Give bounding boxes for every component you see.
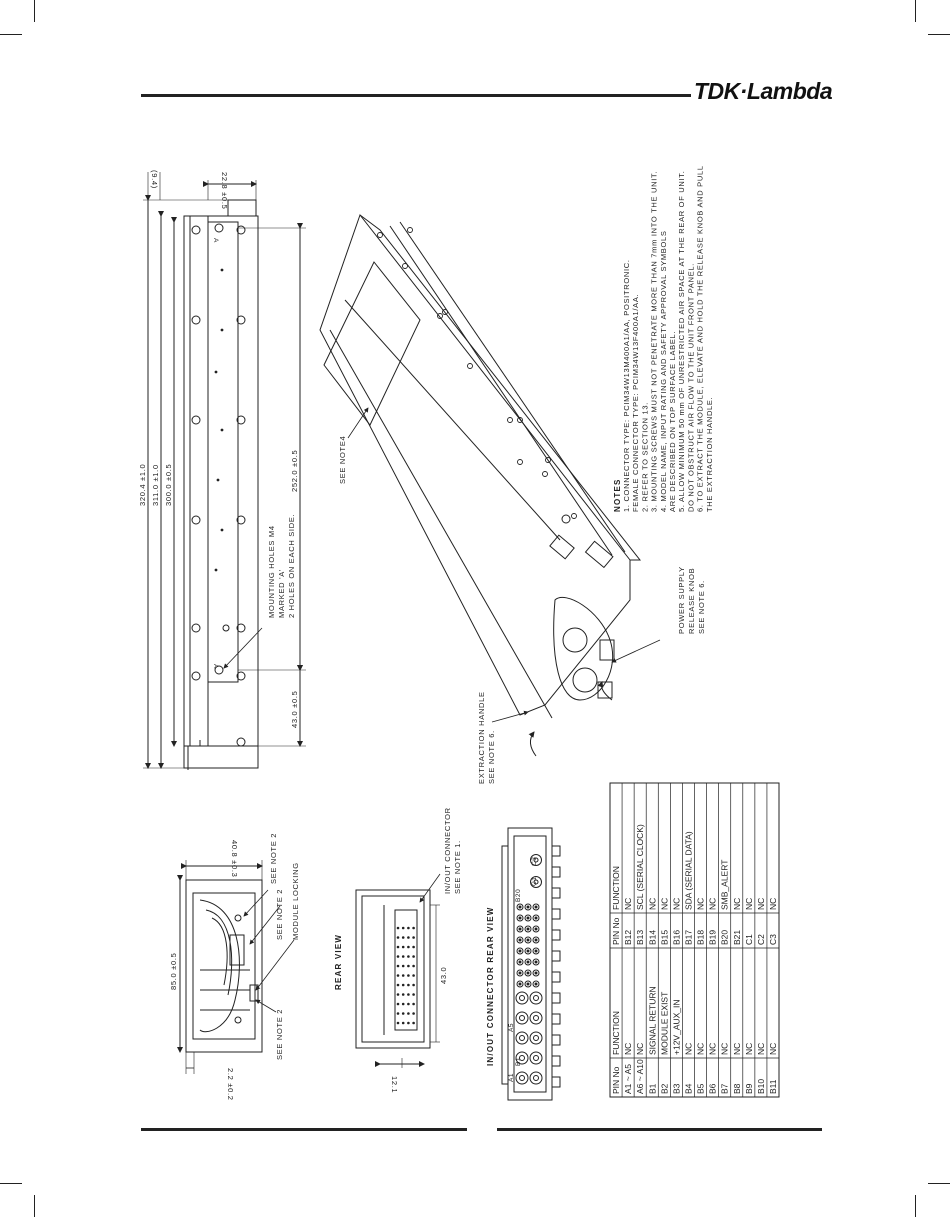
pin-table-cell: B10 xyxy=(755,1078,766,1094)
pin-table-cell: A6 ~ A10 xyxy=(635,1059,646,1094)
pin-table-cell: B1 xyxy=(647,1083,658,1094)
dim-body-length: 311.0 ±1.0 xyxy=(151,464,160,506)
connector-signal-pin-core xyxy=(519,972,521,974)
release-label-1: POWER SUPPLY xyxy=(677,566,686,634)
rear-pin-dot xyxy=(402,955,405,958)
rear-pin-dot xyxy=(412,1012,415,1015)
dim-total-length: 320.4 ±1.0 xyxy=(138,463,147,506)
mounting-callout-3: 2 HOLES ON EACH SIDE. xyxy=(287,513,296,618)
connector-flange xyxy=(502,846,508,1084)
pin-table-cell: C2 xyxy=(755,934,766,945)
connector-power-pin-core xyxy=(534,1036,539,1041)
pin-table-cell: A1 ~ A5 xyxy=(623,1063,634,1094)
connector-signal-pin-core xyxy=(527,917,529,919)
connector-view-title: IN/OUT CONNECTOR REAR VIEW xyxy=(486,906,495,1066)
connector-tab xyxy=(552,993,560,1003)
pin-label-c3: C3 xyxy=(531,856,538,866)
rear-pin-dot xyxy=(402,1012,405,1015)
front-dim-height: 40.8 ±0.3 xyxy=(230,840,239,878)
connector-signal-pin-core xyxy=(519,917,521,919)
rear-pin-dot xyxy=(397,984,400,987)
connector-signal-pin-core xyxy=(535,906,537,908)
rear-pin-dot xyxy=(402,965,405,968)
connector-signal-pin-core xyxy=(535,928,537,930)
pin-label-a5: A5 xyxy=(508,1022,515,1032)
pin-label-b1: B1 xyxy=(515,1056,522,1066)
pin-table-cell: NC xyxy=(719,1042,730,1055)
rear-pin-dot xyxy=(397,1012,400,1015)
connector-power-pin-core xyxy=(534,1016,539,1021)
connector-tab xyxy=(552,909,560,919)
front-see-note-2-a: SEE NOTE 2 xyxy=(269,832,278,884)
connector-power-pin xyxy=(530,1052,542,1064)
dim-hole-span: 252.0 ±0.5 xyxy=(290,449,299,492)
pin-table-cell: B18 xyxy=(695,929,706,945)
pin-table-cell: B15 xyxy=(659,929,670,945)
rear-pin-dot xyxy=(407,1012,410,1015)
connector-signal-pin-core xyxy=(535,983,537,985)
connector-power-pin-core xyxy=(520,1036,525,1041)
connector-signal-pin-core xyxy=(519,983,521,985)
pin-table-cell: NC xyxy=(707,1042,718,1055)
connector-power-pin xyxy=(516,1032,528,1044)
rear-pin-dot xyxy=(407,965,410,968)
rear-pin-dot xyxy=(397,946,400,949)
connector-tab xyxy=(552,1056,560,1066)
connector-signal-pin-core xyxy=(535,917,537,919)
pin-table-cell: B2 xyxy=(659,1083,670,1094)
rear-connector-label-2: SEE NOTE 1. xyxy=(453,840,462,894)
connector-tab xyxy=(552,888,560,898)
rear-pin-dot xyxy=(397,1003,400,1006)
pin-table-cell: SMB_ALERT xyxy=(719,859,730,910)
extraction-label-2: SEE NOTE 6. xyxy=(487,730,496,784)
connector-power-pin-core xyxy=(534,996,539,1001)
pin-table-cell: NC xyxy=(647,897,658,910)
pin-table-cell: NC xyxy=(695,1042,706,1055)
rear-pin-dot xyxy=(407,1003,410,1006)
connector-power-pin xyxy=(530,1032,542,1044)
note-line: THE EXTRACTION HANDLE. xyxy=(704,396,714,512)
pin-table-cell: +12V_AUX_IN xyxy=(671,999,682,1055)
connector-power-pin-core xyxy=(520,1076,525,1081)
connector-signal-pin-core xyxy=(527,950,529,952)
pin-table-cell: C1 xyxy=(743,934,754,945)
hole-marker-bottom: A xyxy=(212,664,219,669)
pin-table-cell: B12 xyxy=(623,929,634,945)
connector-signal-pin-core xyxy=(527,983,529,985)
rear-pin-dot xyxy=(402,936,405,939)
pin-table-cell: NC xyxy=(768,897,778,910)
note-line: ARE DESCRIBED ON TOP SURFACE LABEL. xyxy=(668,330,677,512)
rear-pin-dot xyxy=(397,965,400,968)
iso-view xyxy=(320,215,660,756)
connector-signal-pin-core xyxy=(535,961,537,963)
pin-table-cell: NC xyxy=(623,1042,634,1055)
rear-pin-dot xyxy=(407,993,410,996)
note-line: DO NOT OBSTRUCT AIR FLOW TO THE UNIT FRONT PANEL. xyxy=(686,262,696,512)
note-line: 5. ALLOW MINIMUM 50 mm OF UNRESTRICTED AIR SPACE AT THE REAR OF UNIT. xyxy=(677,170,687,512)
connector-power-pin xyxy=(530,1012,542,1024)
rear-pin-dot xyxy=(402,974,405,977)
pin-table-cell: C3 xyxy=(768,934,778,945)
pin-table-cell: NC xyxy=(623,897,634,910)
rear-pin-dot xyxy=(407,946,410,949)
see-note4-label: SEE NOTE4 xyxy=(338,435,347,484)
pin-table-cell: B7 xyxy=(719,1083,730,1094)
pin-table-cell: B11 xyxy=(768,1079,778,1094)
rear-pin-dot xyxy=(397,974,400,977)
pin-table-cell: NC xyxy=(731,897,742,910)
pin-label-c1: C1 xyxy=(531,876,538,886)
pin-table-cell: B13 xyxy=(635,929,646,945)
rear-view-title: REAR VIEW xyxy=(334,933,343,990)
connector-signal-pin-core xyxy=(519,906,521,908)
rear-pin-dot xyxy=(397,927,400,930)
note-line: 1. CONNECTOR TYPE: PCIM34W13M400A1/AA, POSITRONIC. xyxy=(622,259,631,512)
pin-table-cell: NC xyxy=(743,897,754,910)
rear-view xyxy=(356,874,440,1068)
connector-signal-pin-core xyxy=(519,939,521,941)
pin-table-cell: SCL (SERIAL CLOCK) xyxy=(635,824,646,910)
note-line: 4. MODEL NAME, INPUT RATING AND SAFETY APPROVAL SYMBOLS xyxy=(658,230,668,512)
connector-signal-pin-core xyxy=(535,950,537,952)
pin-table-cell: NC xyxy=(768,1042,778,1055)
rear-pin-dot xyxy=(412,965,415,968)
pin-label-a1: A1 xyxy=(508,1072,515,1082)
pin-table-cell: B9 xyxy=(743,1083,754,1094)
rear-pin-dot xyxy=(402,984,405,987)
pin-table-header-cell: FUNCTION xyxy=(611,1011,622,1055)
pin-table-cell: NC xyxy=(755,1042,766,1055)
connector-power-pin-core xyxy=(520,1016,525,1021)
rear-pin-dot xyxy=(397,1022,400,1025)
pin-table-cell: B3 xyxy=(671,1083,682,1094)
connector-signal-pin-core xyxy=(527,961,529,963)
mounting-callout-2: MARKED 'A' xyxy=(277,568,286,618)
connector-power-pin xyxy=(530,1072,542,1084)
release-label-2: RELEASE KNOB xyxy=(687,567,696,634)
pin-table-header-cell: PIN No xyxy=(611,1066,622,1094)
pin-table-cell: B14 xyxy=(647,929,658,945)
rear-pin-dot xyxy=(412,927,415,930)
notes-list xyxy=(622,165,714,512)
pin-table-cell: NC xyxy=(731,1042,742,1055)
connector-power-pin-core xyxy=(534,1056,539,1061)
connector-tab xyxy=(552,951,560,961)
connector-tab xyxy=(552,846,560,856)
connector-tab xyxy=(552,930,560,940)
dim-hole-offset: 43.0 ±0.5 xyxy=(290,690,299,728)
note-line: FEMALE CONNECTOR TYPE: PCIM34W13F400A1/AA. xyxy=(631,293,641,512)
pin-table-cell: B21 xyxy=(731,929,742,945)
pin-table-cell: NC xyxy=(659,897,670,910)
notes-title: NOTES xyxy=(613,478,622,512)
pin-table-cell: B5 xyxy=(695,1083,706,1094)
connector-view xyxy=(502,828,560,1100)
connector-tab xyxy=(552,1014,560,1024)
connector-tab xyxy=(552,1035,560,1045)
rear-pin-dot xyxy=(407,984,410,987)
rear-pin-dot xyxy=(412,955,415,958)
pin-table-cell: B16 xyxy=(671,929,682,945)
rear-pin-dot xyxy=(407,1022,410,1025)
front-see-note-2-b: SEE NOTE 2 xyxy=(275,888,284,940)
connector-power-pin xyxy=(530,992,542,1004)
mounting-callout-1: MOUNTING HOLES M4 xyxy=(267,525,276,618)
rear-pin-dot xyxy=(397,936,400,939)
connector-tab xyxy=(552,972,560,982)
note-line: 2. REFER TO SECTION 13. xyxy=(640,401,650,512)
connector-signal-pin-core xyxy=(527,939,529,941)
dim-rail-length: 300.0 ±0.5 xyxy=(164,463,173,506)
rear-pin-dot xyxy=(402,1022,405,1025)
connector-signal-pin-core xyxy=(519,950,521,952)
pin-table-cell: NC xyxy=(683,1042,694,1055)
release-label-3: SEE NOTE 6. xyxy=(697,580,706,634)
rear-pin-dot xyxy=(412,1022,415,1025)
pin-table-header-cell: FUNCTION xyxy=(611,866,622,910)
connector-signal-pin-core xyxy=(527,906,529,908)
pin-table-cell: NC xyxy=(743,1042,754,1055)
connector-power-pin-core xyxy=(520,996,525,1001)
rear-pin-dot xyxy=(397,993,400,996)
connector-tab xyxy=(552,1077,560,1087)
connector-signal-pin-core xyxy=(527,972,529,974)
front-module-locking: MODULE LOCKING xyxy=(291,862,300,940)
pin-table-cell: B8 xyxy=(731,1083,742,1094)
connector-signal-pin-core xyxy=(535,939,537,941)
dim-height: 22.8 ±0.5 xyxy=(220,172,229,210)
rear-connector-label-1: IN/OUT CONNECTOR xyxy=(443,807,452,894)
front-dim-lip: 2.2 ±0.2 xyxy=(226,1068,235,1101)
rear-pin-dot xyxy=(412,936,415,939)
brand-logo: TDK·Lambda xyxy=(694,78,833,104)
note-line: 6. TO EXTRACT THE MODULE, ELEVATE AND HOLD THE RELEASE KNOB AND PULL xyxy=(695,165,705,512)
rear-pin-dot xyxy=(407,936,410,939)
pin-table-cell: B19 xyxy=(707,929,718,945)
connector-power-pin xyxy=(516,1072,528,1084)
rear-pin-dot xyxy=(412,984,415,987)
rear-pin-dot xyxy=(402,927,405,930)
rear-pin-dot xyxy=(402,946,405,949)
rear-pin-dot xyxy=(412,1003,415,1006)
pin-table-cell: SIGNAL RETURN xyxy=(647,986,658,1055)
pin-table-cell: B4 xyxy=(683,1083,694,1094)
rear-pin-dot xyxy=(407,927,410,930)
front-see-note-2-c: SEE NOTE 2 xyxy=(275,1008,284,1060)
connector-signal-pin-core xyxy=(535,972,537,974)
rear-dim-offset: 12.1 xyxy=(390,1076,399,1094)
extraction-label-1: EXTRACTION HANDLE xyxy=(477,691,486,784)
rear-pin-dot xyxy=(412,993,415,996)
pin-table-cell: B17 xyxy=(683,929,694,945)
rear-pin-dot xyxy=(407,955,410,958)
pin-table-cell: NC xyxy=(695,897,706,910)
rear-dim-height: 43.0 xyxy=(439,966,448,984)
rear-pin-dot xyxy=(397,955,400,958)
connector-power-pin-core xyxy=(534,1076,539,1081)
connector-power-pin xyxy=(516,1012,528,1024)
dim-offset-ref: (9.4) xyxy=(150,170,159,189)
pin-table xyxy=(610,783,779,1097)
pin-label-b20: B20 xyxy=(515,888,522,902)
pin-table-cell: NC xyxy=(707,897,718,910)
pin-table-cell: NC xyxy=(671,897,682,910)
pin-table-cell: MODULE EXIST xyxy=(659,991,670,1055)
connector-signal-pin-core xyxy=(519,928,521,930)
hole-marker-top: A xyxy=(212,238,219,243)
front-dim-width: 85.0 ±0.5 xyxy=(169,952,178,990)
connector-signal-pin-core xyxy=(519,961,521,963)
rear-pin-dot xyxy=(412,974,415,977)
rear-pin-dot xyxy=(407,974,410,977)
note-line: 3. MOUNTING SCREWS MUST NOT PENETRATE MORE THAN 7mm INTO THE UNIT. xyxy=(649,170,659,512)
connector-tab xyxy=(552,867,560,877)
rear-pin-dot xyxy=(402,1003,405,1006)
connector-signal-pin-core xyxy=(527,928,529,930)
pin-table-cell: B6 xyxy=(707,1083,718,1094)
rear-pin-dot xyxy=(412,946,415,949)
rear-pin-dot xyxy=(402,993,405,996)
connector-power-pin xyxy=(516,992,528,1004)
pin-table-cell: NC xyxy=(755,897,766,910)
pin-table-cell: SDA (SERIAL DATA) xyxy=(683,831,694,910)
pin-table-cell: B20 xyxy=(719,929,730,945)
pin-table-header-cell: PIN No xyxy=(611,917,622,945)
pin-table-cell: NC xyxy=(635,1042,646,1055)
